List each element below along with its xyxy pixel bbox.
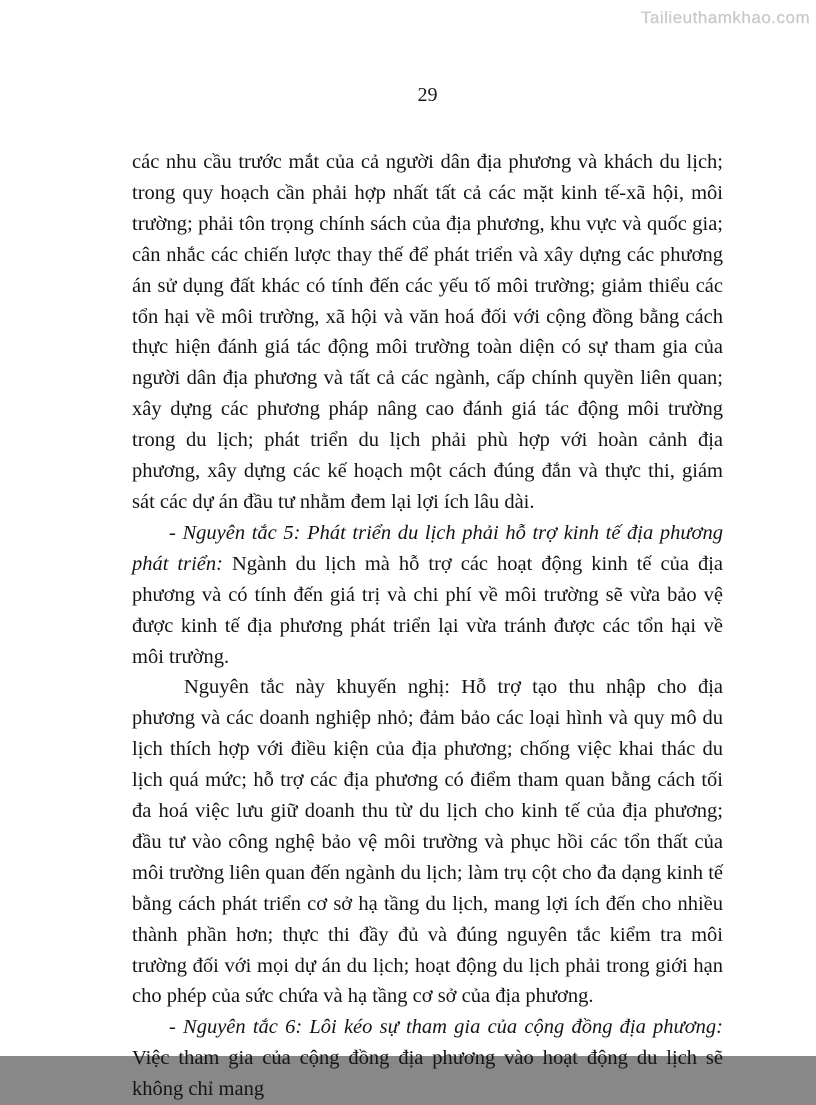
principle-6-heading: - Nguyên tắc 6: Lôi kéo sự tham gia của cộng đồng địa phương: — [169, 1016, 723, 1039]
paragraph-text: Việc tham gia của cộng đồng địa phương vào hoạt động du lịch sẽ không chỉ mang — [132, 1047, 723, 1101]
paragraph-principle-6 — [132, 1012, 723, 1105]
paragraph-principle-5-recommendations — [132, 672, 723, 1012]
document-body — [132, 147, 723, 1105]
paragraph-principle-5 — [132, 518, 723, 673]
page-number: 29 — [417, 84, 438, 106]
watermark: Tailieuthamkhao.com — [640, 8, 810, 27]
paragraph-text: Nguyên tắc này khuyến nghị: Hỗ trợ tạo thu nhập cho địa phương và các doanh nghiệp nhỏ; đảm bảo các loại hình và quy mô du lịch thích hợp với điều kiện của địa phương; chống việc khai thác du lịch quá mức; hỗ trợ các địa phương có điểm tham quan bằng cách tối đa hoá việc lưu giữ doanh thu từ du lịch cho kinh tế của địa phương; đầu tư vào công nghệ bảo vệ môi trường và phục hồi các tổn thất của môi trường liên quan đến ngành du lịch; làm trụ cột cho đa dạng kinh tế bằng cách phát triển cơ sở hạ tầng du lịch, mang lợi ích đến cho nhiều thành phần hơn; thực thi đầy đủ và đúng nguyên tắc kiểm tra môi trường đối với mọi dự án du lịch; hoạt động du lịch phải trong giới hạn cho phép của sức chứa và hạ tầng cơ sở của địa phương. — [132, 676, 723, 1008]
paragraph-tourism-planning — [132, 147, 723, 518]
paragraph-text: các nhu cầu trước mắt của cả người dân địa phương và khách du lịch; trong quy hoạch cần phải hợp nhất tất cả các mặt kinh tế-xã hội, môi trường; phải tôn trọng chính sách của địa phương, khu vực và quốc gia; cân nhắc các chiến lược thay thế để phát triển và xây dựng các phương án sử dụng đất khác có tính đến các yếu tố môi trường; giảm thiểu các tổn hại về môi trường, xã hội và văn hoá đối với cộng đồng bằng cách thực hiện đánh giá tác động môi trường toàn diện có sự tham gia của người dân địa phương và tất cả các ngành, cấp chính quyền liên quan; xây dựng các phương pháp nâng cao đánh giá tác động môi trường trong du lịch; phát triển du lịch phải phù hợp với hoàn cảnh địa phương, xây dựng các kế hoạch một cách đúng đắn và thực thi, giám sát các dự án đầu tư nhằm đem lại lợi ích lâu dài. — [132, 151, 723, 513]
paragraph-text: Ngành du lịch mà hỗ trợ các hoạt động kinh tế của địa phương và có tính đến giá trị và chi phí về môi trường sẽ vừa bảo vệ được kinh tế địa phương phát triển lại vừa tránh được các tổn hại về môi trường. — [132, 552, 724, 668]
principle-5-heading: - Nguyên tắc 5: Phát triển du lịch phải hỗ trợ kinh tế địa phương phát triển: — [132, 521, 723, 575]
